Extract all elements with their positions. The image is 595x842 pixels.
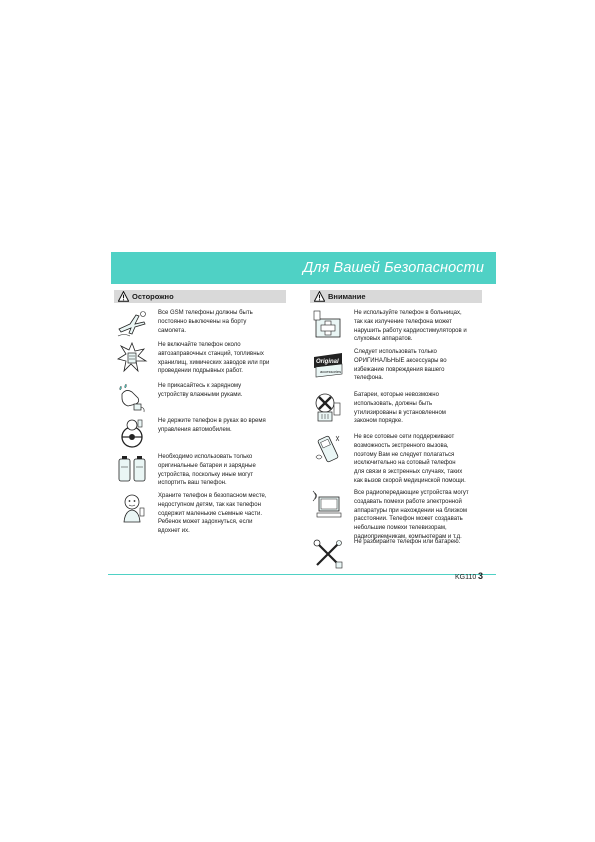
warning-icon: [118, 291, 129, 302]
batteries-icon: [116, 453, 148, 485]
hospital-icon: [312, 309, 344, 341]
battery-disposal-icon: [312, 391, 344, 423]
child-icon: [116, 492, 148, 524]
caution-text-airplane: Все GSM телефоны должны быть постоянно выключены на борту самолета.: [158, 310, 253, 334]
page-title: Для Вашей Безопасности: [302, 260, 484, 276]
attention-text-interference: Все радиопередающие устройства могут создавать помехи работе электронной аппаратуры при нахождении на близком расстоянии. Телефон может создавать небольшие помехи телевизорам, радиоприемникам, компьютерам и т.д.: [354, 490, 469, 540]
attention-text-emergency: Не все сотовые сети поддерживают возможность экстренного вызова, поэтому Вам не следует полагаться исключительно на сотовый телефон для связи в экстренных случаях, таких как вызов скорой медицинской помощи.: [354, 434, 466, 484]
attention-header-label: Внимание: [328, 292, 366, 301]
car-driving-icon: [116, 417, 148, 449]
page-number: 3: [478, 571, 484, 581]
attention-text-original: Следует использовать только ОРИГИНАЛЬНЫЕ аксессуары во избежание повреждения вашего телефона.: [354, 349, 447, 382]
caution-header-label: Осторожно: [132, 292, 174, 301]
tools-disassembly-icon: [312, 538, 344, 570]
attention-header: [310, 290, 482, 303]
title-banner: [111, 252, 496, 284]
airplane-icon: [116, 309, 148, 341]
fuel-hazard-icon: [116, 341, 148, 373]
caution-text-batteries: Необходимо использовать только оригинальные батареи и зарядные устройства, поскольку иные могут испортить ваш телефон.: [158, 454, 256, 487]
attention-text-hospital: Не используйте телефон в больницах, так как излучение телефона может нарушить работу кардиостимуляторов и слуховых аппаратов.: [354, 310, 467, 343]
wet-hands-charger-icon: [116, 382, 148, 414]
footer-divider: [108, 574, 496, 575]
original-accessories-icon: [312, 348, 344, 380]
caution-text-wet-hands: Не прикасайтесь к зарядному устройству влажными руками.: [158, 383, 243, 398]
emergency-call-icon: [312, 433, 344, 465]
caution-text-fuel: Не включайте телефон около автозаправочных станций, топливных хранилищ, химических заводов или при проведении подрывных работ.: [158, 342, 270, 375]
attention-text-disassembly: Не разбирайте телефон или батарею.: [354, 539, 461, 545]
svg-text:accessories: accessories: [320, 369, 342, 374]
warning-icon: [314, 291, 325, 302]
caution-header: [114, 290, 286, 303]
caution-text-children: Храните телефон в безопасном месте, недоступном детям, так как телефон содержит маленькие съемные части. Ребенок может задохнуться, если вдохнет их.: [158, 493, 267, 535]
caution-text-driving: Не держите телефон в руках во время управления автомобилем.: [158, 418, 266, 433]
svg-text:Original: Original: [316, 359, 339, 365]
attention-text-disposal: Батареи, которые невозможно использовать, должны быть утилизированы в установленном законом порядке.: [354, 392, 446, 425]
footer-model-name: KG110: [455, 574, 477, 581]
radio-interference-icon: [312, 489, 344, 521]
